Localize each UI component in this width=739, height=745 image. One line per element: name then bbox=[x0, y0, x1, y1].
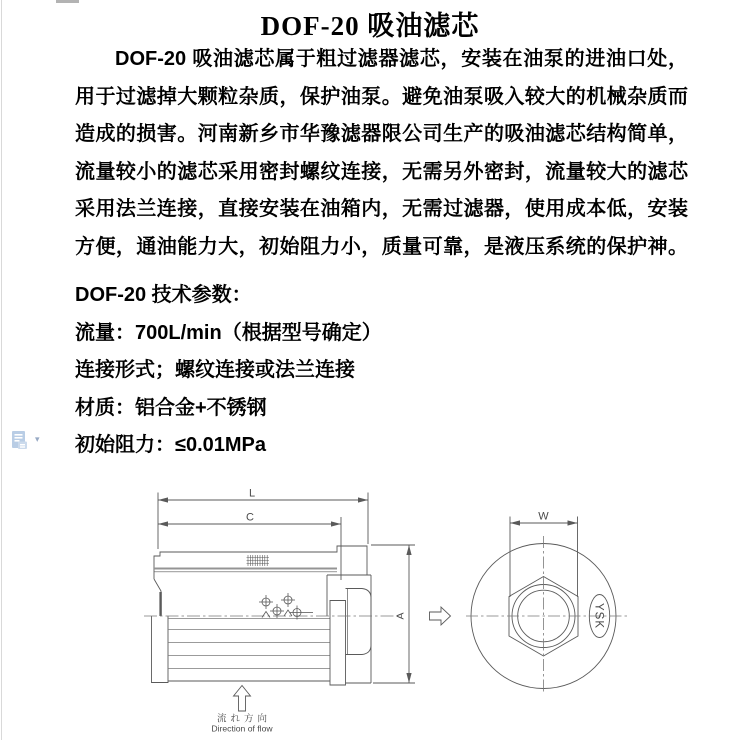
brand-label: YSK bbox=[592, 602, 605, 630]
technical-drawing bbox=[130, 485, 650, 740]
page-edge-line bbox=[1, 0, 2, 740]
paragraph-line: 方便，通油能力大，初始阻力小，质量可靠，是液压系统的保护神。 bbox=[75, 235, 688, 258]
weld-symbols bbox=[259, 593, 313, 620]
flow-direction-arrow-icon bbox=[234, 686, 251, 712]
paragraph-line: 用于过滤掉大颗粒杂质，保护油泵。避免油泵吸入较大的机械杂质而 bbox=[75, 85, 688, 108]
spec-item-connection: 连接形式；螺纹连接或法兰连接 bbox=[75, 359, 355, 382]
paragraph-line: 流量较小的滤芯采用密封螺纹连接，无需另外密封，流量较大的滤芯 bbox=[75, 160, 688, 183]
hatch-pattern bbox=[247, 555, 270, 566]
spec-item-initial-resistance: 初始阻力：≤0.01MPa bbox=[75, 434, 267, 457]
flow-label-en: Direction of flow bbox=[211, 723, 273, 734]
body-paragraph bbox=[75, 41, 688, 267]
page-title: DOF-20 吸油滤芯 bbox=[260, 11, 480, 41]
paragraph-line: DOF-20 吸油滤芯属于粗过滤器滤芯，安装在油泵的进油口处， bbox=[115, 48, 688, 70]
dim-label-l: L bbox=[248, 487, 256, 500]
paste-options-button[interactable] bbox=[9, 429, 47, 453]
flow-label-jp: 流れ方向 bbox=[216, 713, 272, 725]
dim-label-w: W bbox=[538, 510, 549, 523]
view-direction-arrow-icon bbox=[430, 607, 451, 625]
chevron-down-icon[interactable]: ▾ bbox=[35, 434, 40, 444]
dim-label-c: C bbox=[246, 511, 254, 524]
spec-item-material: 材质：铝合金+不锈钢 bbox=[75, 396, 267, 419]
paragraph-line: 造成的损害。河南新乡市华豫滤器限公司生产的吸油滤芯结构简单， bbox=[75, 123, 688, 146]
dim-label-a: A bbox=[394, 612, 407, 620]
paragraph-line: 采用法兰连接，直接安装在油箱内，无需过滤器，使用成本低，安装 bbox=[75, 198, 688, 221]
spec-list bbox=[75, 277, 688, 465]
ruler-tab bbox=[56, 0, 79, 3]
spec-item-flow: 流量：700L/min（根据型号确定） bbox=[75, 321, 382, 344]
spec-heading: DOF-20 技术参数： bbox=[75, 284, 252, 306]
clipboard-paste-icon[interactable] bbox=[9, 438, 31, 455]
